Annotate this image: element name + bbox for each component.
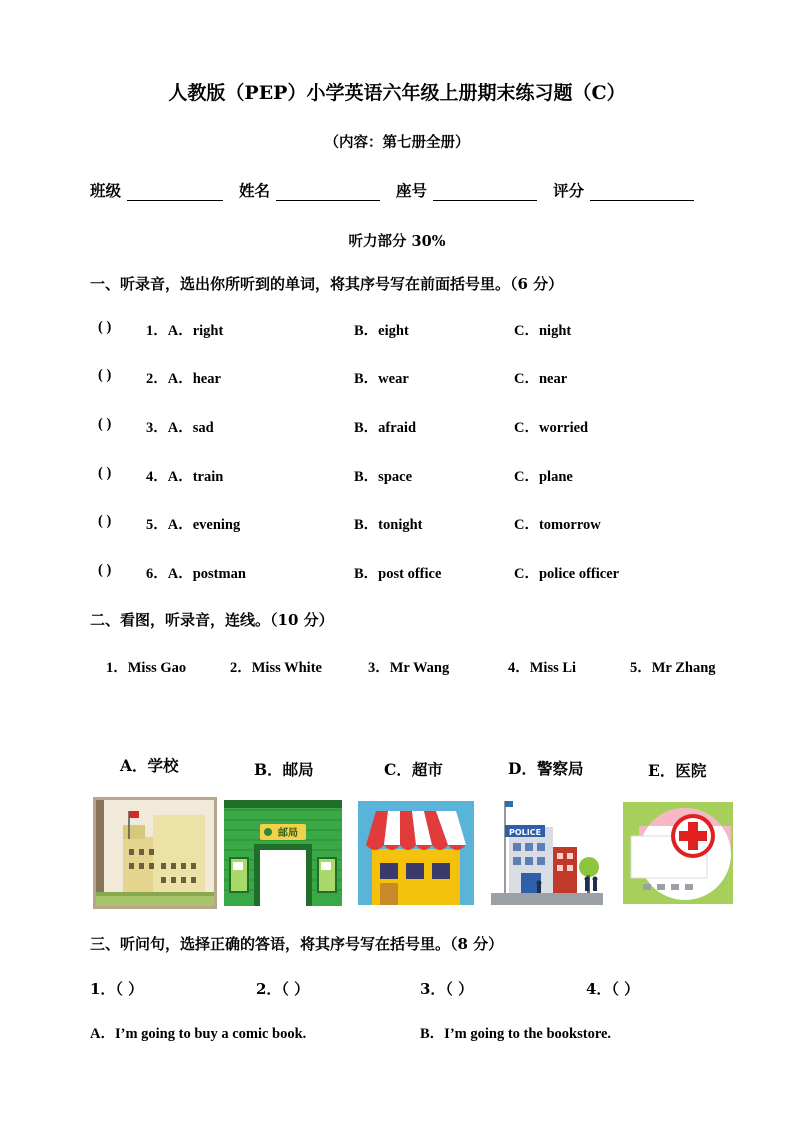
question-option-a: 3．A．sad (146, 420, 214, 436)
question-option-c: C．night (514, 323, 572, 339)
place-label-post-office: B．邮局 (254, 760, 314, 779)
seat-field[interactable]: 座号 (396, 179, 537, 201)
question-option-a: 6．A．postman (146, 566, 246, 582)
answer-paren[interactable]: ( ) (98, 562, 112, 578)
section2-heading: 二、看图，听录音，连线。（10 分） (90, 611, 334, 629)
answer-paren[interactable]: ( ) (98, 319, 112, 335)
question-option-c: C．tomorrow (514, 517, 601, 533)
name-field[interactable]: 姓名 (239, 179, 380, 201)
post-office-sign: 邮局 (278, 828, 298, 839)
question-option-b: B．space (354, 469, 412, 485)
answer-paren[interactable]: ( ) (98, 367, 112, 383)
question-option-c: C．near (514, 371, 568, 387)
section1-heading: 一、听录音，选出你所听到的单词，将其序号写在前面括号里。（6 分） (90, 275, 564, 293)
answer-paren[interactable]: ( ) (98, 416, 112, 432)
question-option-a: 4．A．train (146, 469, 224, 485)
question-option-b: B．wear (354, 371, 409, 387)
place-label-hospital: E．医院 (648, 761, 707, 780)
page-title: 人教版（PEP）小学英语六年级上册期末练习题（C） (168, 82, 626, 104)
person-name: 5．Mr Zhang (630, 660, 716, 676)
listening-header: 听力部分 30% (348, 233, 446, 250)
answer-paren[interactable]: ( ) (98, 513, 112, 529)
score-field[interactable]: 评分 (553, 179, 694, 201)
question-option-a: 2．A．hear (146, 371, 221, 387)
question-option-b: B．afraid (354, 420, 417, 436)
question-option-c: C．worried (514, 420, 589, 436)
student-info-row (90, 179, 730, 201)
place-label-supermarket: C．超市 (384, 760, 443, 779)
answer-slot[interactable]: 1．（ ） (90, 980, 144, 998)
question-option-c: C．police officer (514, 566, 620, 582)
question-option-b: B．post office (354, 566, 442, 582)
page-subtitle: （内容：第七册全册） (324, 134, 470, 151)
hospital-picture (623, 802, 733, 904)
person-name: 4．Miss Li (508, 660, 577, 676)
section3-heading: 三、听问句，选择正确的答语，将其序号写在括号里。（8 分） (90, 935, 504, 953)
answer-paren[interactable]: ( ) (98, 465, 112, 481)
person-name: 2．Miss White (230, 660, 322, 676)
person-name: 1．Miss Gao (106, 660, 187, 676)
answer-slot[interactable]: 4．（ ） (586, 980, 640, 998)
police-sign: POLICE (508, 828, 542, 837)
post-office-picture (224, 800, 342, 906)
person-name: 3．Mr Wang (368, 660, 450, 676)
supermarket-picture (358, 801, 474, 905)
class-field[interactable]: 班级 (90, 179, 223, 201)
question-option-a: 1．A．right (146, 323, 224, 339)
answer-option-b: B．I’m going to the bookstore. (420, 1026, 612, 1042)
question-option-b: B．eight (354, 323, 409, 339)
place-label-school: A．学校 (120, 756, 179, 775)
place-label-police-station: D．警察局 (508, 759, 584, 778)
question-option-b: B．tonight (354, 517, 423, 533)
question-option-c: C．plane (514, 469, 573, 485)
question-option-a: 5．A．evening (146, 517, 241, 533)
answer-option-a: A．I’m going to buy a comic book. (90, 1026, 307, 1042)
answer-slot[interactable]: 3．（ ） (420, 980, 474, 998)
police-station-picture (491, 797, 603, 909)
answer-slot[interactable]: 2．（ ） (256, 980, 310, 998)
school-picture (93, 797, 217, 909)
